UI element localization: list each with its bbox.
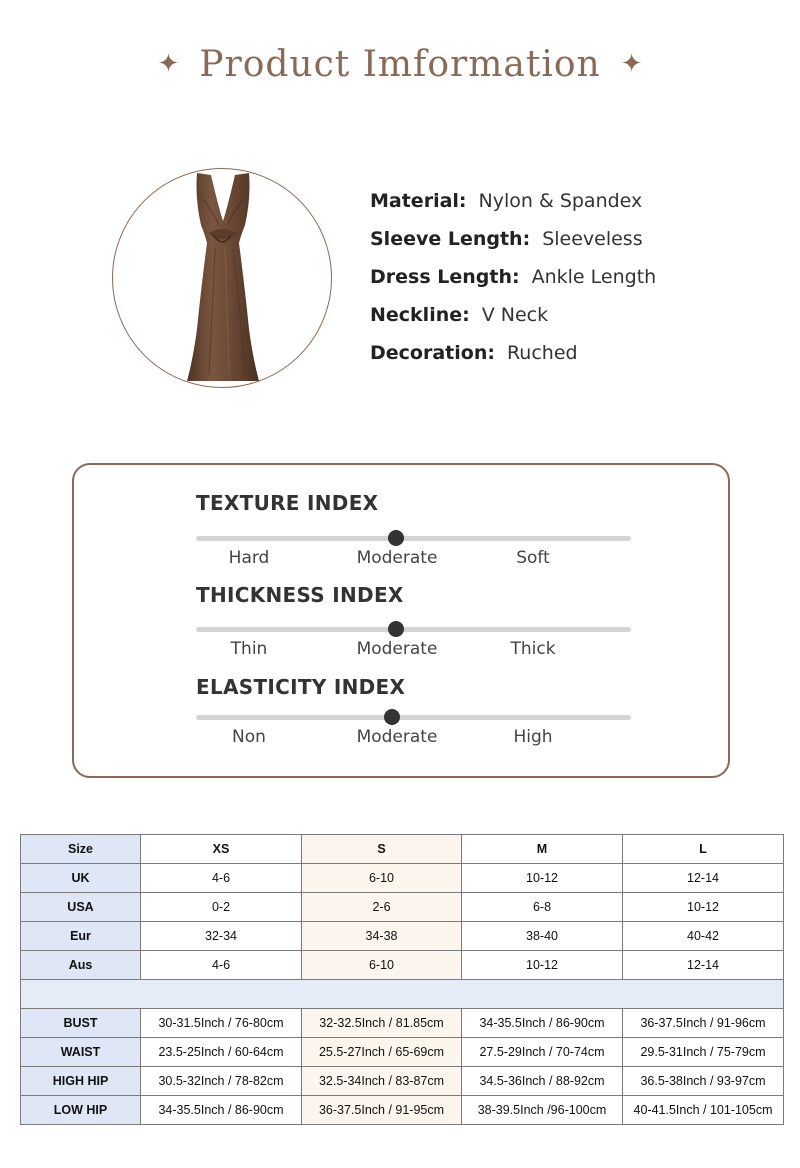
attribute-value: V Neck [481, 304, 549, 326]
row-header-cell: UK [21, 864, 141, 893]
thickness-index-title: THICKNESS INDEX [196, 583, 404, 607]
size-header-cell: Size [21, 835, 141, 864]
table-cell: 25.5-27Inch / 65-69cm [302, 1038, 462, 1067]
table-cell: 34-35.5Inch / 86-90cm [462, 1009, 623, 1038]
attribute-label: Material: [370, 190, 467, 212]
table-cell: 0-2 [141, 893, 302, 922]
elasticity-index-title: ELASTICITY INDEX [196, 675, 406, 699]
table-row [21, 1096, 784, 1125]
table-cell: 12-14 [623, 951, 784, 980]
row-header-cell: WAIST [21, 1038, 141, 1067]
elasticity-index-knob [384, 709, 400, 725]
page-title-row [0, 36, 800, 92]
table-cell: 4-6 [141, 951, 302, 980]
attribute-decoration [370, 342, 656, 380]
table-cell: 32-34 [141, 922, 302, 951]
table-cell: 32-32.5Inch / 81.85cm [302, 1009, 462, 1038]
size-chart-table [20, 834, 784, 1125]
table-cell: 6-10 [302, 864, 462, 893]
table-row [21, 864, 784, 893]
table-cell: 38-39.5Inch /96-100cm [462, 1096, 623, 1125]
table-cell: 4-6 [141, 864, 302, 893]
attribute-dress-length [370, 266, 656, 304]
row-header-cell: LOW HIP [21, 1096, 141, 1125]
attribute-label: Dress Length: [370, 266, 520, 288]
size-header-cell: XS [141, 835, 302, 864]
table-cell: 10-12 [623, 893, 784, 922]
elasticity-label-mid: Moderate [356, 727, 438, 747]
table-cell: 23.5-25Inch / 60-64cm [141, 1038, 302, 1067]
table-cell: 36.5-38Inch / 93-97cm [623, 1067, 784, 1096]
texture-index-track [196, 536, 631, 541]
row-header-cell: Aus [21, 951, 141, 980]
table-cell: 40-42 [623, 922, 784, 951]
attribute-label: Decoration: [370, 342, 495, 364]
attribute-neckline [370, 304, 656, 342]
attribute-value: Ruched [506, 342, 578, 364]
table-cell: 40-41.5Inch / 101-105cm [623, 1096, 784, 1125]
table-cell: 30-31.5Inch / 76-80cm [141, 1009, 302, 1038]
size-header-cell: M [462, 835, 623, 864]
table-cell: 27.5-29Inch / 70-74cm [462, 1038, 623, 1067]
texture-index-title: TEXTURE INDEX [196, 491, 379, 515]
sparkle-right-icon: ✦ [620, 49, 643, 79]
attribute-material [370, 190, 656, 228]
thickness-label-high: Thick [510, 639, 556, 659]
sparkle-left-icon: ✦ [157, 49, 180, 79]
table-cell: 34.5-36Inch / 88-92cm [462, 1067, 623, 1096]
attribute-sleeve-length [370, 228, 656, 266]
texture-label-mid: Moderate [356, 548, 438, 568]
thickness-index-knob [388, 621, 404, 637]
dress-illustration [113, 169, 332, 388]
table-cell: 32.5-34Inch / 83-87cm [302, 1067, 462, 1096]
table-cell: 36-37.5Inch / 91-96cm [623, 1009, 784, 1038]
size-header-cell: L [623, 835, 784, 864]
elasticity-index-track [196, 715, 631, 720]
table-row [21, 951, 784, 980]
row-header-cell: BUST [21, 1009, 141, 1038]
row-header-cell: USA [21, 893, 141, 922]
elasticity-label-high: High [513, 727, 553, 747]
table-cell: 36-37.5Inch / 91-95cm [302, 1096, 462, 1125]
attribute-value: Ankle Length [531, 266, 657, 288]
table-row [21, 1038, 784, 1067]
table-row [21, 922, 784, 951]
row-header-cell: Eur [21, 922, 141, 951]
row-header-cell: HIGH HIP [21, 1067, 141, 1096]
thickness-label-low: Thin [230, 639, 268, 659]
thickness-label-mid: Moderate [356, 639, 438, 659]
texture-index-knob [388, 530, 404, 546]
table-cell: 34-35.5Inch / 86-90cm [141, 1096, 302, 1125]
texture-label-low: Hard [228, 548, 270, 568]
table-cell: 6-10 [302, 951, 462, 980]
attribute-value: Nylon & Spandex [478, 190, 643, 212]
size-header-row [21, 835, 784, 864]
table-cell: 34-38 [302, 922, 462, 951]
table-cell: 2-6 [302, 893, 462, 922]
table-cell: 6-8 [462, 893, 623, 922]
product-image [112, 168, 332, 388]
table-cell: 30.5-32Inch / 78-82cm [141, 1067, 302, 1096]
attribute-label: Sleeve Length: [370, 228, 531, 250]
table-cell: 29.5-31Inch / 75-79cm [623, 1038, 784, 1067]
table-cell: 10-12 [462, 864, 623, 893]
attribute-label: Neckline: [370, 304, 470, 326]
table-row [21, 1067, 784, 1096]
attribute-value: Sleeveless [542, 228, 643, 250]
texture-label-high: Soft [516, 548, 550, 568]
table-cell: 38-40 [462, 922, 623, 951]
separator-cell [21, 980, 784, 1009]
page-title: Product Imformation [199, 43, 601, 85]
table-cell: 10-12 [462, 951, 623, 980]
size-header-cell: S [302, 835, 462, 864]
product-attributes [370, 190, 656, 380]
table-cell: 12-14 [623, 864, 784, 893]
elasticity-label-low: Non [232, 727, 266, 747]
thickness-index-track [196, 627, 631, 632]
table-row [21, 893, 784, 922]
table-row [21, 1009, 784, 1038]
table-separator-row [21, 980, 784, 1009]
